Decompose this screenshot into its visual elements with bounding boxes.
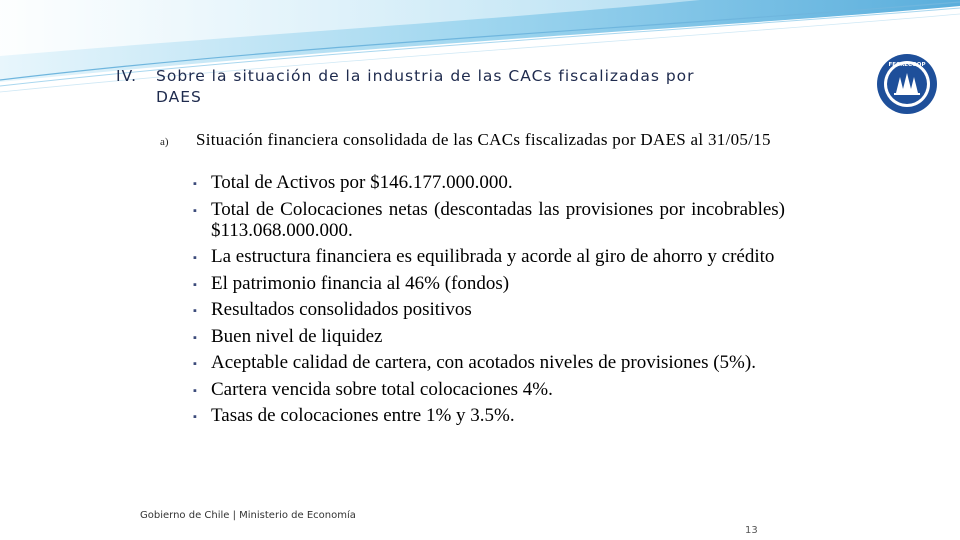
svg-text:FECRECOOP: FECRECOOP bbox=[888, 62, 926, 68]
list-item bbox=[190, 246, 785, 267]
fecrecoop-logo bbox=[874, 53, 940, 115]
section-marker: a) bbox=[160, 136, 169, 148]
list-item bbox=[190, 352, 785, 373]
list-item-text: Total de Activos por $146.177.000.000. bbox=[211, 172, 513, 193]
section-subtitle: Situación financiera consolidada de las CACs fiscalizadas por DAES al 31/05/15 bbox=[196, 130, 771, 149]
square-bullet-icon: ▪ bbox=[193, 252, 197, 264]
square-bullet-icon: ▪ bbox=[193, 278, 197, 291]
list-item-text: Cartera vencida sobre total colocaciones 4%. bbox=[211, 378, 553, 400]
list-item bbox=[190, 172, 785, 193]
list-item-text: Aceptable calidad de cartera, con acotados niveles de provisiones (5%). bbox=[211, 352, 756, 373]
list-item bbox=[190, 405, 785, 426]
square-bullet-icon: ▪ bbox=[193, 384, 197, 397]
page-number: 13 bbox=[745, 525, 758, 536]
footer-text: Gobierno de Chile | Ministerio de Economía bbox=[140, 510, 356, 521]
list-item-text: Buen nivel de liquidez bbox=[211, 325, 383, 347]
square-bullet-icon: ▪ bbox=[193, 358, 197, 370]
list-item bbox=[190, 199, 785, 241]
list-item-text: La estructura financiera es equilibrada y acorde al giro de ahorro y crédito bbox=[211, 246, 775, 267]
square-bullet-icon: ▪ bbox=[193, 411, 197, 423]
list-item-text: Resultados consolidados positivos bbox=[211, 299, 472, 320]
bullet-list bbox=[190, 172, 785, 432]
list-item-text: Total de Colocaciones netas (descontadas las provisiones por incobrables) $113.068.000.000. bbox=[211, 198, 785, 241]
list-item bbox=[190, 326, 785, 347]
list-item bbox=[190, 273, 785, 294]
slide-title bbox=[116, 66, 766, 108]
square-bullet-icon: ▪ bbox=[193, 331, 197, 344]
square-bullet-icon: ▪ bbox=[193, 204, 197, 217]
title-line-1: Sobre la situación de la industria de las CACs fiscalizadas por bbox=[156, 67, 695, 85]
list-item bbox=[190, 379, 785, 400]
title-line-2: DAES bbox=[156, 88, 202, 106]
list-item bbox=[190, 299, 785, 320]
square-bullet-icon: ▪ bbox=[193, 305, 197, 317]
square-bullet-icon: ▪ bbox=[193, 178, 197, 190]
list-item-text: Tasas de colocaciones entre 1% y 3.5%. bbox=[211, 405, 515, 426]
title-number: IV. bbox=[116, 67, 138, 85]
list-item-text: El patrimonio financia al 46% (fondos) bbox=[211, 272, 510, 294]
